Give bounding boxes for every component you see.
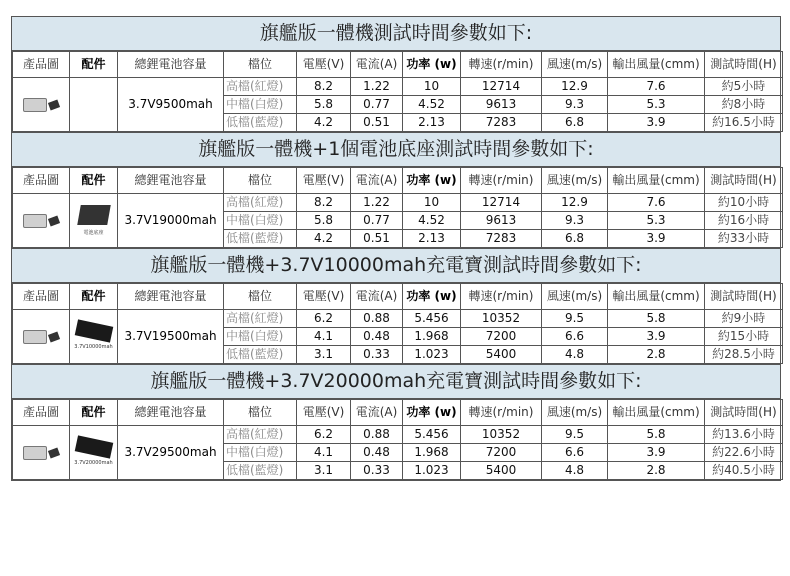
column-header-speed: 轉速(r/min) bbox=[461, 284, 542, 310]
accessory-note: 電池底座 bbox=[83, 230, 104, 236]
mode-cell: 中檔(白燈) bbox=[224, 328, 297, 346]
section-title: 旗艦版一體機+3.7V20000mah充電寶測試時間參數如下: bbox=[12, 365, 780, 399]
speed-cell: 7283 bbox=[461, 230, 542, 248]
voltage-cell: 4.2 bbox=[297, 230, 351, 248]
voltage-cell: 6.2 bbox=[297, 426, 351, 444]
spec-section bbox=[11, 132, 781, 248]
speed-cell: 12714 bbox=[461, 78, 542, 96]
airflow-cell: 3.9 bbox=[608, 230, 705, 248]
mode-cell: 低檔(藍燈) bbox=[224, 346, 297, 364]
wind-speed-cell: 6.6 bbox=[542, 444, 608, 462]
sheet-bottom-border bbox=[11, 480, 781, 481]
mode-cell: 高檔(紅燈) bbox=[224, 426, 297, 444]
wind-speed-cell: 4.8 bbox=[542, 346, 608, 364]
speed-cell: 7283 bbox=[461, 114, 542, 132]
battery-capacity: 3.7V19500mah bbox=[118, 310, 224, 364]
column-header-current: 電流(A) bbox=[351, 400, 403, 426]
column-header-runtime: 測試時間(H) bbox=[705, 168, 783, 194]
speed-cell: 5400 bbox=[461, 346, 542, 364]
header-row bbox=[13, 284, 783, 310]
wind-speed-cell: 4.8 bbox=[542, 462, 608, 480]
column-header-power: 功率 (w) bbox=[403, 168, 461, 194]
current-cell: 0.48 bbox=[351, 444, 403, 462]
column-header-product: 產品圖 bbox=[13, 52, 70, 78]
power-cell: 10 bbox=[403, 194, 461, 212]
cable-icon bbox=[48, 447, 60, 458]
current-cell: 0.77 bbox=[351, 96, 403, 114]
runtime-cell: 約28.5小時 bbox=[705, 346, 783, 364]
column-header-accessory: 配件 bbox=[70, 284, 118, 310]
runtime-cell: 約16小時 bbox=[705, 212, 783, 230]
column-header-wind-speed: 風速(m/s) bbox=[542, 168, 608, 194]
fan-unit-icon bbox=[23, 446, 47, 460]
runtime-cell: 約40.5小時 bbox=[705, 462, 783, 480]
speed-cell: 12714 bbox=[461, 194, 542, 212]
airflow-cell: 7.6 bbox=[608, 78, 705, 96]
table-row bbox=[13, 78, 783, 96]
column-header-speed: 轉速(r/min) bbox=[461, 400, 542, 426]
column-header-capacity: 總鋰電池容量 bbox=[118, 284, 224, 310]
wind-speed-cell: 12.9 bbox=[542, 194, 608, 212]
voltage-cell: 8.2 bbox=[297, 194, 351, 212]
column-header-voltage: 電壓(V) bbox=[297, 400, 351, 426]
runtime-cell: 約33小時 bbox=[705, 230, 783, 248]
cable-icon bbox=[48, 215, 60, 226]
wind-speed-cell: 9.5 bbox=[542, 426, 608, 444]
current-cell: 0.48 bbox=[351, 328, 403, 346]
column-header-voltage: 電壓(V) bbox=[297, 52, 351, 78]
column-header-mode: 檔位 bbox=[224, 284, 297, 310]
wind-speed-cell: 12.9 bbox=[542, 78, 608, 96]
spec-section bbox=[11, 248, 781, 364]
speed-cell: 10352 bbox=[461, 426, 542, 444]
column-header-runtime: 測試時間(H) bbox=[705, 284, 783, 310]
power-cell: 4.52 bbox=[403, 96, 461, 114]
header-row bbox=[13, 400, 783, 426]
spec-sheet bbox=[11, 16, 781, 481]
speed-cell: 7200 bbox=[461, 444, 542, 462]
power-cell: 2.13 bbox=[403, 114, 461, 132]
spec-table bbox=[12, 283, 783, 364]
spec-table bbox=[12, 51, 783, 132]
product-image bbox=[13, 78, 70, 132]
current-cell: 0.33 bbox=[351, 346, 403, 364]
power-cell: 1.023 bbox=[403, 346, 461, 364]
runtime-cell: 約16.5小時 bbox=[705, 114, 783, 132]
table-row bbox=[13, 194, 783, 212]
fan-unit-icon bbox=[23, 214, 47, 228]
column-header-runtime: 測試時間(H) bbox=[705, 400, 783, 426]
power-cell: 10 bbox=[403, 78, 461, 96]
voltage-cell: 5.8 bbox=[297, 212, 351, 230]
power-bank-icon bbox=[74, 319, 113, 342]
column-header-mode: 檔位 bbox=[224, 400, 297, 426]
speed-cell: 5400 bbox=[461, 462, 542, 480]
voltage-cell: 3.1 bbox=[297, 462, 351, 480]
battery-capacity: 3.7V19000mah bbox=[118, 194, 224, 248]
runtime-cell: 約15小時 bbox=[705, 328, 783, 346]
mode-cell: 中檔(白燈) bbox=[224, 96, 297, 114]
header-row bbox=[13, 168, 783, 194]
column-header-wind-speed: 風速(m/s) bbox=[542, 284, 608, 310]
battery-base-icon bbox=[77, 205, 111, 225]
column-header-airflow: 輸出風量(cmm) bbox=[608, 52, 705, 78]
wind-speed-cell: 9.5 bbox=[542, 310, 608, 328]
airflow-cell: 5.3 bbox=[608, 96, 705, 114]
airflow-cell: 5.3 bbox=[608, 212, 705, 230]
cable-icon bbox=[48, 99, 60, 110]
product-image bbox=[13, 426, 70, 480]
airflow-cell: 2.8 bbox=[608, 462, 705, 480]
accessory-note: 3.7V20000mah bbox=[74, 460, 113, 466]
battery-capacity: 3.7V9500mah bbox=[118, 78, 224, 132]
column-header-power: 功率 (w) bbox=[403, 400, 461, 426]
accessory-image bbox=[70, 194, 118, 248]
wind-speed-cell: 6.8 bbox=[542, 230, 608, 248]
column-header-airflow: 輸出風量(cmm) bbox=[608, 284, 705, 310]
mode-cell: 低檔(藍燈) bbox=[224, 114, 297, 132]
spec-section bbox=[11, 16, 781, 132]
runtime-cell: 約13.6小時 bbox=[705, 426, 783, 444]
column-header-power: 功率 (w) bbox=[403, 52, 461, 78]
column-header-speed: 轉速(r/min) bbox=[461, 168, 542, 194]
battery-capacity: 3.7V29500mah bbox=[118, 426, 224, 480]
power-cell: 1.023 bbox=[403, 462, 461, 480]
runtime-cell: 約8小時 bbox=[705, 96, 783, 114]
cable-icon bbox=[48, 331, 60, 342]
column-header-current: 電流(A) bbox=[351, 168, 403, 194]
column-header-voltage: 電壓(V) bbox=[297, 168, 351, 194]
mode-cell: 高檔(紅燈) bbox=[224, 194, 297, 212]
airflow-cell: 5.8 bbox=[608, 426, 705, 444]
accessory-image bbox=[70, 426, 118, 480]
section-title: 旗艦版一體機+3.7V10000mah充電寶測試時間參數如下: bbox=[12, 249, 780, 283]
voltage-cell: 3.1 bbox=[297, 346, 351, 364]
voltage-cell: 5.8 bbox=[297, 96, 351, 114]
runtime-cell: 約10小時 bbox=[705, 194, 783, 212]
fan-unit-icon bbox=[23, 98, 47, 112]
airflow-cell: 3.9 bbox=[608, 114, 705, 132]
speed-cell: 9613 bbox=[461, 212, 542, 230]
column-header-speed: 轉速(r/min) bbox=[461, 52, 542, 78]
mode-cell: 高檔(紅燈) bbox=[224, 78, 297, 96]
column-header-product: 產品圖 bbox=[13, 284, 70, 310]
accessory-note: 3.7V10000mah bbox=[74, 344, 113, 350]
voltage-cell: 4.2 bbox=[297, 114, 351, 132]
fan-unit-icon bbox=[23, 330, 47, 344]
current-cell: 0.51 bbox=[351, 114, 403, 132]
power-bank-icon bbox=[74, 435, 113, 458]
column-header-power: 功率 (w) bbox=[403, 284, 461, 310]
column-header-voltage: 電壓(V) bbox=[297, 284, 351, 310]
accessory-image bbox=[70, 310, 118, 364]
airflow-cell: 3.9 bbox=[608, 328, 705, 346]
column-header-accessory: 配件 bbox=[70, 168, 118, 194]
column-header-wind-speed: 風速(m/s) bbox=[542, 400, 608, 426]
column-header-product: 產品圖 bbox=[13, 168, 70, 194]
mode-cell: 中檔(白燈) bbox=[224, 212, 297, 230]
wind-speed-cell: 9.3 bbox=[542, 96, 608, 114]
mode-cell: 中檔(白燈) bbox=[224, 444, 297, 462]
column-header-accessory: 配件 bbox=[70, 400, 118, 426]
column-header-accessory: 配件 bbox=[70, 52, 118, 78]
power-cell: 4.52 bbox=[403, 212, 461, 230]
runtime-cell: 約22.6小時 bbox=[705, 444, 783, 462]
section-title: 旗艦版一體機+1個電池底座測試時間參數如下: bbox=[12, 133, 780, 167]
power-cell: 1.968 bbox=[403, 444, 461, 462]
column-header-mode: 檔位 bbox=[224, 168, 297, 194]
column-header-airflow: 輸出風量(cmm) bbox=[608, 168, 705, 194]
voltage-cell: 4.1 bbox=[297, 328, 351, 346]
current-cell: 1.22 bbox=[351, 194, 403, 212]
table-row bbox=[13, 310, 783, 328]
header-row bbox=[13, 52, 783, 78]
voltage-cell: 8.2 bbox=[297, 78, 351, 96]
accessory-image bbox=[70, 78, 118, 132]
power-cell: 2.13 bbox=[403, 230, 461, 248]
airflow-cell: 3.9 bbox=[608, 444, 705, 462]
power-cell: 1.968 bbox=[403, 328, 461, 346]
wind-speed-cell: 6.6 bbox=[542, 328, 608, 346]
spec-table bbox=[12, 167, 783, 248]
runtime-cell: 約5小時 bbox=[705, 78, 783, 96]
power-cell: 5.456 bbox=[403, 310, 461, 328]
current-cell: 0.88 bbox=[351, 310, 403, 328]
column-header-current: 電流(A) bbox=[351, 52, 403, 78]
voltage-cell: 6.2 bbox=[297, 310, 351, 328]
airflow-cell: 2.8 bbox=[608, 346, 705, 364]
mode-cell: 高檔(紅燈) bbox=[224, 310, 297, 328]
speed-cell: 9613 bbox=[461, 96, 542, 114]
speed-cell: 7200 bbox=[461, 328, 542, 346]
section-title: 旗艦版一體機測試時間參數如下: bbox=[12, 17, 780, 51]
spec-section bbox=[11, 364, 781, 480]
speed-cell: 10352 bbox=[461, 310, 542, 328]
spec-table bbox=[12, 399, 783, 480]
column-header-current: 電流(A) bbox=[351, 284, 403, 310]
current-cell: 0.33 bbox=[351, 462, 403, 480]
wind-speed-cell: 6.8 bbox=[542, 114, 608, 132]
mode-cell: 低檔(藍燈) bbox=[224, 462, 297, 480]
column-header-mode: 檔位 bbox=[224, 52, 297, 78]
column-header-product: 產品圖 bbox=[13, 400, 70, 426]
wind-speed-cell: 9.3 bbox=[542, 212, 608, 230]
mode-cell: 低檔(藍燈) bbox=[224, 230, 297, 248]
runtime-cell: 約9小時 bbox=[705, 310, 783, 328]
power-cell: 5.456 bbox=[403, 426, 461, 444]
current-cell: 0.77 bbox=[351, 212, 403, 230]
column-header-capacity: 總鋰電池容量 bbox=[118, 400, 224, 426]
current-cell: 0.88 bbox=[351, 426, 403, 444]
current-cell: 0.51 bbox=[351, 230, 403, 248]
column-header-wind-speed: 風速(m/s) bbox=[542, 52, 608, 78]
current-cell: 1.22 bbox=[351, 78, 403, 96]
column-header-capacity: 總鋰電池容量 bbox=[118, 168, 224, 194]
airflow-cell: 5.8 bbox=[608, 310, 705, 328]
airflow-cell: 7.6 bbox=[608, 194, 705, 212]
product-image bbox=[13, 310, 70, 364]
voltage-cell: 4.1 bbox=[297, 444, 351, 462]
product-image bbox=[13, 194, 70, 248]
column-header-runtime: 測試時間(H) bbox=[705, 52, 783, 78]
column-header-airflow: 輸出風量(cmm) bbox=[608, 400, 705, 426]
column-header-capacity: 總鋰電池容量 bbox=[118, 52, 224, 78]
table-row bbox=[13, 426, 783, 444]
